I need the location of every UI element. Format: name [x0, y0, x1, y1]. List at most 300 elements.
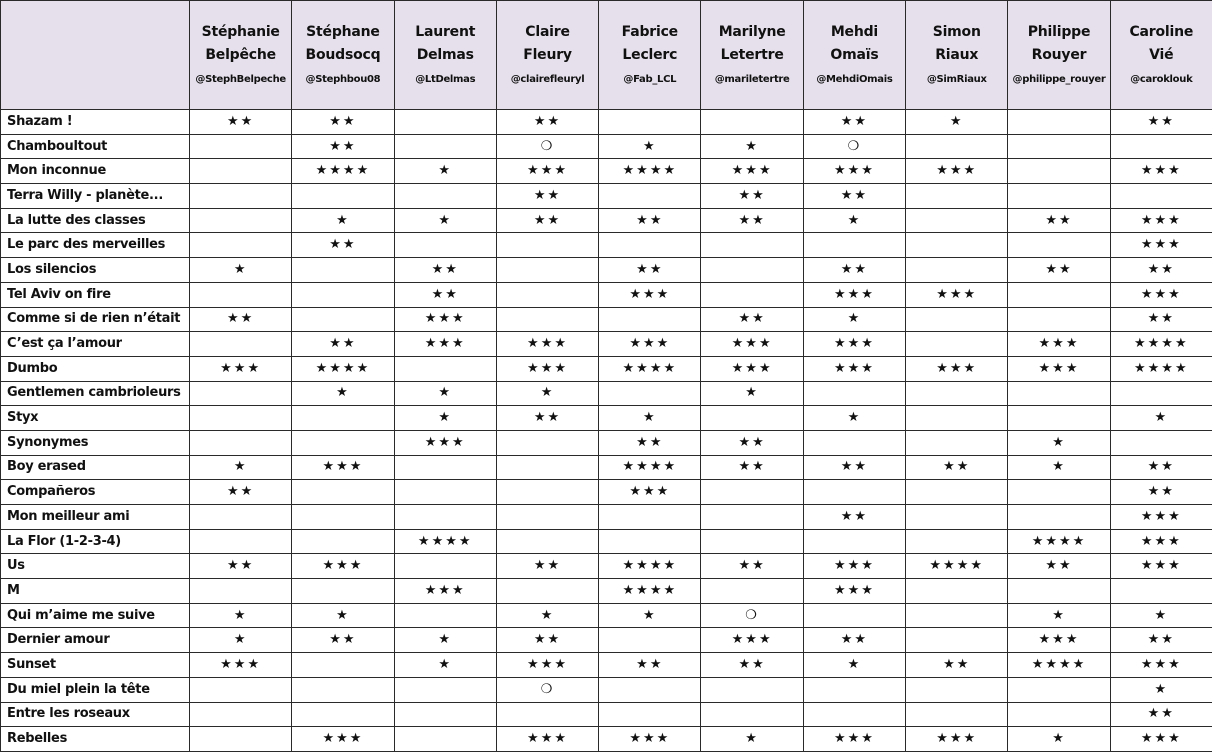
- rating-cell: [599, 505, 701, 530]
- rating-cell: [599, 307, 701, 332]
- rating-cell: ★★: [190, 554, 292, 579]
- critic-header: [394, 1, 496, 110]
- rating-cell: ❍: [496, 677, 598, 702]
- rating-cell: [394, 603, 496, 628]
- rating-cell: ★★★: [701, 332, 803, 357]
- rating-cell: [803, 430, 905, 455]
- rating-cell: [803, 529, 905, 554]
- film-title: Chamboultout: [1, 134, 190, 159]
- rating-cell: [190, 184, 292, 209]
- rating-cell: [190, 208, 292, 233]
- table-row: [1, 381, 1212, 406]
- film-title: La lutte des classes: [1, 208, 190, 233]
- rating-cell: ❍: [803, 134, 905, 159]
- rating-cell: ★★: [292, 134, 394, 159]
- rating-cell: ★★: [1008, 258, 1110, 283]
- table-row: [1, 579, 1212, 604]
- rating-cell: ★: [1110, 603, 1212, 628]
- rating-cell: ★: [496, 381, 598, 406]
- rating-cell: [190, 505, 292, 530]
- table-row: [1, 529, 1212, 554]
- film-title: Le parc des merveilles: [1, 233, 190, 258]
- rating-cell: [190, 430, 292, 455]
- rating-cell: ★: [190, 603, 292, 628]
- rating-cell: ★★★: [496, 332, 598, 357]
- film-title: Qui m’aime me suive: [1, 603, 190, 628]
- film-title: M: [1, 579, 190, 604]
- rating-cell: [190, 727, 292, 752]
- rating-cell: ★★★: [1008, 628, 1110, 653]
- rating-cell: ★★★: [599, 727, 701, 752]
- rating-cell: ★★: [394, 282, 496, 307]
- rating-cell: ★★: [1110, 628, 1212, 653]
- rating-cell: ★: [803, 208, 905, 233]
- rating-cell: [701, 702, 803, 727]
- rating-cell: [906, 579, 1008, 604]
- film-title: Synonymes: [1, 430, 190, 455]
- rating-cell: ★★★: [394, 332, 496, 357]
- rating-cell: [394, 677, 496, 702]
- rating-cell: [1008, 406, 1110, 431]
- table-row: [1, 233, 1212, 258]
- rating-cell: [803, 480, 905, 505]
- rating-cell: ★★: [1110, 480, 1212, 505]
- critic-first-name: Claire: [497, 21, 598, 44]
- rating-cell: ★★★★: [1008, 529, 1110, 554]
- critic-last-name: Boudsocq: [292, 44, 393, 67]
- rating-cell: ★: [1008, 455, 1110, 480]
- rating-cell: ★★: [701, 455, 803, 480]
- rating-cell: ★★★: [496, 653, 598, 678]
- critic-header: [1110, 1, 1212, 110]
- rating-cell: [190, 677, 292, 702]
- rating-cell: [496, 258, 598, 283]
- rating-cell: [1008, 381, 1110, 406]
- rating-cell: ★★: [1110, 110, 1212, 135]
- rating-cell: ★★★: [394, 579, 496, 604]
- table-row: [1, 307, 1212, 332]
- rating-cell: [906, 529, 1008, 554]
- rating-cell: ★★: [190, 307, 292, 332]
- rating-cell: ★: [190, 455, 292, 480]
- rating-cell: [190, 282, 292, 307]
- rating-cell: ★★: [292, 110, 394, 135]
- rating-cell: [292, 702, 394, 727]
- rating-cell: ★: [803, 653, 905, 678]
- rating-cell: ★★: [496, 406, 598, 431]
- rating-cell: ★★★: [1110, 233, 1212, 258]
- rating-cell: [906, 628, 1008, 653]
- table-row: [1, 554, 1212, 579]
- table-row: [1, 677, 1212, 702]
- rating-cell: [906, 505, 1008, 530]
- film-title: Tel Aviv on fire: [1, 282, 190, 307]
- rating-cell: [292, 307, 394, 332]
- rating-cell: [599, 381, 701, 406]
- rating-cell: ★: [599, 406, 701, 431]
- rating-cell: ★★★: [190, 356, 292, 381]
- critic-handle: @philippe_rouyer: [1008, 70, 1109, 90]
- rating-cell: [394, 110, 496, 135]
- rating-cell: [803, 603, 905, 628]
- rating-cell: ★★★: [1110, 554, 1212, 579]
- rating-cell: [394, 356, 496, 381]
- rating-cell: ★★★: [803, 356, 905, 381]
- film-title: Boy erased: [1, 455, 190, 480]
- rating-cell: [701, 258, 803, 283]
- rating-cell: ★★: [1008, 208, 1110, 233]
- rating-cell: ★★★: [394, 307, 496, 332]
- rating-cell: [394, 727, 496, 752]
- rating-cell: ★: [1008, 430, 1110, 455]
- rating-cell: [496, 430, 598, 455]
- critic-first-name: Stéphane: [292, 21, 393, 44]
- rating-cell: [1008, 159, 1110, 184]
- rating-cell: ★★: [701, 554, 803, 579]
- rating-cell: [292, 430, 394, 455]
- rating-cell: ★: [394, 159, 496, 184]
- film-title: C’est ça l’amour: [1, 332, 190, 357]
- rating-cell: ★: [292, 381, 394, 406]
- table-row: [1, 184, 1212, 209]
- rating-cell: [394, 233, 496, 258]
- rating-cell: ★: [701, 727, 803, 752]
- film-title: Styx: [1, 406, 190, 431]
- rating-cell: ★: [292, 603, 394, 628]
- rating-cell: [701, 579, 803, 604]
- rating-cell: [1110, 381, 1212, 406]
- rating-cell: ★: [599, 603, 701, 628]
- critic-last-name: Belpêche: [190, 44, 291, 67]
- rating-cell: [599, 702, 701, 727]
- rating-cell: ★★★: [906, 356, 1008, 381]
- rating-cell: [906, 208, 1008, 233]
- rating-cell: ★: [701, 134, 803, 159]
- rating-cell: ★★★: [701, 628, 803, 653]
- rating-cell: [701, 529, 803, 554]
- critic-handle: @clairefleuryl: [497, 70, 598, 90]
- rating-cell: [1008, 677, 1110, 702]
- critic-handle: @mariletertre: [701, 70, 802, 90]
- rating-cell: ★★★★: [906, 554, 1008, 579]
- film-title: Entre les roseaux: [1, 702, 190, 727]
- rating-cell: ★★: [292, 332, 394, 357]
- critic-first-name: Fabrice: [599, 21, 700, 44]
- film-title: Shazam !: [1, 110, 190, 135]
- rating-cell: ★: [803, 307, 905, 332]
- rating-cell: ★: [599, 134, 701, 159]
- rating-cell: [1008, 505, 1110, 530]
- rating-cell: [394, 480, 496, 505]
- rating-cell: [190, 159, 292, 184]
- rating-cell: [1008, 579, 1110, 604]
- rating-cell: ★★: [803, 505, 905, 530]
- critic-header: [906, 1, 1008, 110]
- table-row: [1, 727, 1212, 752]
- rating-cell: [803, 702, 905, 727]
- rating-cell: [292, 505, 394, 530]
- rating-cell: [803, 381, 905, 406]
- rating-cell: [1110, 184, 1212, 209]
- rating-cell: [190, 702, 292, 727]
- critic-header: [1008, 1, 1110, 110]
- rating-cell: ★★★: [906, 727, 1008, 752]
- rating-cell: [190, 233, 292, 258]
- critic-handle: @StephBelpeche: [190, 70, 291, 90]
- rating-cell: [292, 677, 394, 702]
- rating-cell: [496, 505, 598, 530]
- rating-cell: [1008, 134, 1110, 159]
- rating-cell: ★★★: [803, 727, 905, 752]
- rating-cell: ★★: [906, 653, 1008, 678]
- rating-cell: ★★: [803, 258, 905, 283]
- rating-cell: [599, 184, 701, 209]
- rating-cell: ★★: [701, 307, 803, 332]
- rating-cell: [701, 110, 803, 135]
- rating-cell: [906, 480, 1008, 505]
- rating-cell: ★★: [292, 628, 394, 653]
- film-title: Rebelles: [1, 727, 190, 752]
- film-title: Us: [1, 554, 190, 579]
- rating-cell: [1110, 134, 1212, 159]
- rating-cell: ★★: [1110, 455, 1212, 480]
- rating-cell: ★★★★: [1008, 653, 1110, 678]
- rating-cell: ★: [496, 603, 598, 628]
- rating-cell: [599, 529, 701, 554]
- critic-handle: @SimRiaux: [906, 70, 1007, 90]
- rating-cell: [496, 455, 598, 480]
- table-row: [1, 480, 1212, 505]
- rating-cell: ★★★: [292, 554, 394, 579]
- table-row: [1, 406, 1212, 431]
- rating-cell: [292, 653, 394, 678]
- rating-cell: [496, 579, 598, 604]
- rating-cell: [906, 134, 1008, 159]
- rating-cell: [906, 184, 1008, 209]
- rating-cell: ★: [803, 406, 905, 431]
- rating-cell: [1008, 184, 1110, 209]
- rating-cell: [190, 579, 292, 604]
- rating-cell: [292, 579, 394, 604]
- rating-cell: [394, 505, 496, 530]
- table-row: [1, 653, 1212, 678]
- film-title: Dumbo: [1, 356, 190, 381]
- rating-cell: [394, 134, 496, 159]
- rating-cell: ★: [1008, 727, 1110, 752]
- rating-cell: ★★: [1110, 258, 1212, 283]
- table-row: [1, 159, 1212, 184]
- critic-header: [803, 1, 905, 110]
- rating-cell: ★★★: [292, 727, 394, 752]
- rating-cell: [1008, 702, 1110, 727]
- critic-handle: @MehdiOmais: [804, 70, 905, 90]
- rating-cell: [1008, 480, 1110, 505]
- rating-cell: [803, 233, 905, 258]
- rating-cell: [394, 184, 496, 209]
- table-row: [1, 505, 1212, 530]
- rating-cell: ★: [190, 628, 292, 653]
- critic-first-name: Caroline: [1111, 21, 1212, 44]
- film-title: Compañeros: [1, 480, 190, 505]
- rating-cell: ★★★: [1110, 159, 1212, 184]
- rating-cell: ★★: [496, 110, 598, 135]
- rating-cell: ★★★: [803, 159, 905, 184]
- rating-cell: [906, 430, 1008, 455]
- rating-cell: ★★: [906, 455, 1008, 480]
- rating-cell: ★★: [599, 208, 701, 233]
- rating-cell: ★★★★: [599, 356, 701, 381]
- critic-first-name: Stéphanie: [190, 21, 291, 44]
- rating-cell: ★★: [803, 184, 905, 209]
- rating-cell: ★★★★: [599, 159, 701, 184]
- critic-first-name: Marilyne: [701, 21, 802, 44]
- rating-cell: ★★★: [292, 455, 394, 480]
- critic-header: [701, 1, 803, 110]
- rating-cell: [292, 184, 394, 209]
- film-title: Dernier amour: [1, 628, 190, 653]
- critic-last-name: Vié: [1111, 44, 1212, 67]
- table-row: [1, 282, 1212, 307]
- rating-cell: ★★: [701, 430, 803, 455]
- rating-cell: ★★★★: [292, 356, 394, 381]
- rating-cell: ★★: [599, 430, 701, 455]
- rating-cell: [496, 233, 598, 258]
- film-title: La Flor (1-2-3-4): [1, 529, 190, 554]
- rating-cell: [496, 702, 598, 727]
- rating-cell: ★★★: [496, 727, 598, 752]
- rating-cell: ★★★: [1110, 653, 1212, 678]
- rating-cell: [1110, 430, 1212, 455]
- rating-cell: [292, 282, 394, 307]
- rating-cell: ★★: [803, 455, 905, 480]
- film-title: Gentlemen cambrioleurs: [1, 381, 190, 406]
- rating-cell: ★★: [496, 554, 598, 579]
- critic-first-name: Laurent: [395, 21, 496, 44]
- rating-cell: [1008, 307, 1110, 332]
- film-title: Los silencios: [1, 258, 190, 283]
- critic-first-name: Simon: [906, 21, 1007, 44]
- rating-cell: [190, 529, 292, 554]
- rating-cell: [906, 702, 1008, 727]
- rating-cell: ★★★: [1110, 282, 1212, 307]
- critic-header: [496, 1, 598, 110]
- rating-cell: [599, 110, 701, 135]
- rating-cell: ★: [1110, 677, 1212, 702]
- film-title: Sunset: [1, 653, 190, 678]
- rating-cell: [906, 381, 1008, 406]
- critic-last-name: Rouyer: [1008, 44, 1109, 67]
- rating-cell: ★: [394, 406, 496, 431]
- critic-handle: @Fab_LCL: [599, 70, 700, 90]
- rating-cell: ★★★★: [599, 554, 701, 579]
- rating-cell: ★: [1008, 603, 1110, 628]
- rating-cell: ★★★: [496, 356, 598, 381]
- critic-last-name: Delmas: [395, 44, 496, 67]
- header-row: [1, 1, 1212, 110]
- rating-cell: [599, 628, 701, 653]
- rating-cell: ★★★: [1008, 332, 1110, 357]
- rating-cell: [292, 480, 394, 505]
- rating-cell: [701, 480, 803, 505]
- rating-cell: ★★: [803, 110, 905, 135]
- rating-cell: [190, 332, 292, 357]
- film-title: Mon inconnue: [1, 159, 190, 184]
- rating-cell: ★★: [1110, 702, 1212, 727]
- rating-cell: ★★★: [803, 579, 905, 604]
- rating-cell: [496, 529, 598, 554]
- table-row: [1, 603, 1212, 628]
- rating-cell: ★★: [803, 628, 905, 653]
- rating-cell: [906, 677, 1008, 702]
- rating-cell: [190, 406, 292, 431]
- rating-cell: [190, 381, 292, 406]
- rating-cell: [190, 134, 292, 159]
- rating-cell: [701, 233, 803, 258]
- rating-cell: [599, 677, 701, 702]
- table-row: [1, 258, 1212, 283]
- rating-cell: [394, 702, 496, 727]
- table-row: [1, 208, 1212, 233]
- rating-cell: [701, 505, 803, 530]
- critic-last-name: Riaux: [906, 44, 1007, 67]
- film-title: Mon meilleur ami: [1, 505, 190, 530]
- rating-cell: ★★: [496, 628, 598, 653]
- critic-first-name: Mehdi: [804, 21, 905, 44]
- film-title: Du miel plein la tête: [1, 677, 190, 702]
- rating-cell: ★★★★: [292, 159, 394, 184]
- rating-cell: [906, 332, 1008, 357]
- rating-cell: [1008, 110, 1110, 135]
- rating-cell: ★★★★: [599, 579, 701, 604]
- corner-cell: [1, 1, 190, 110]
- rating-cell: ★: [394, 208, 496, 233]
- rating-cell: ★★★: [803, 554, 905, 579]
- rating-cell: ★★: [496, 208, 598, 233]
- rating-cell: ★: [906, 110, 1008, 135]
- rating-cell: ★★★: [906, 282, 1008, 307]
- film-title: Comme si de rien n’était: [1, 307, 190, 332]
- rating-cell: ★★: [496, 184, 598, 209]
- table-row: [1, 356, 1212, 381]
- rating-cell: ★★★: [1008, 356, 1110, 381]
- rating-cell: [701, 406, 803, 431]
- rating-cell: [906, 307, 1008, 332]
- rating-cell: [496, 480, 598, 505]
- rating-cell: ★★★★: [599, 455, 701, 480]
- table-row: [1, 332, 1212, 357]
- rating-cell: ★★★: [803, 282, 905, 307]
- rating-cell: ★★★: [599, 282, 701, 307]
- rating-cell: [906, 258, 1008, 283]
- rating-cell: ★: [394, 628, 496, 653]
- rating-cell: [496, 307, 598, 332]
- rating-cell: ★: [292, 208, 394, 233]
- rating-cell: ★★★: [803, 332, 905, 357]
- critic-handle: @Stephbou08: [292, 70, 393, 90]
- rating-cell: [292, 529, 394, 554]
- rating-cell: ❍: [701, 603, 803, 628]
- critic-last-name: Leclerc: [599, 44, 700, 67]
- rating-cell: [1008, 282, 1110, 307]
- rating-cell: ★★: [1110, 307, 1212, 332]
- critic-first-name: Philippe: [1008, 21, 1109, 44]
- rating-cell: ★★★: [906, 159, 1008, 184]
- rating-cell: ★★: [292, 233, 394, 258]
- film-title: Terra Willy - planète...: [1, 184, 190, 209]
- rating-cell: [803, 677, 905, 702]
- rating-cell: [496, 282, 598, 307]
- table-row: [1, 702, 1212, 727]
